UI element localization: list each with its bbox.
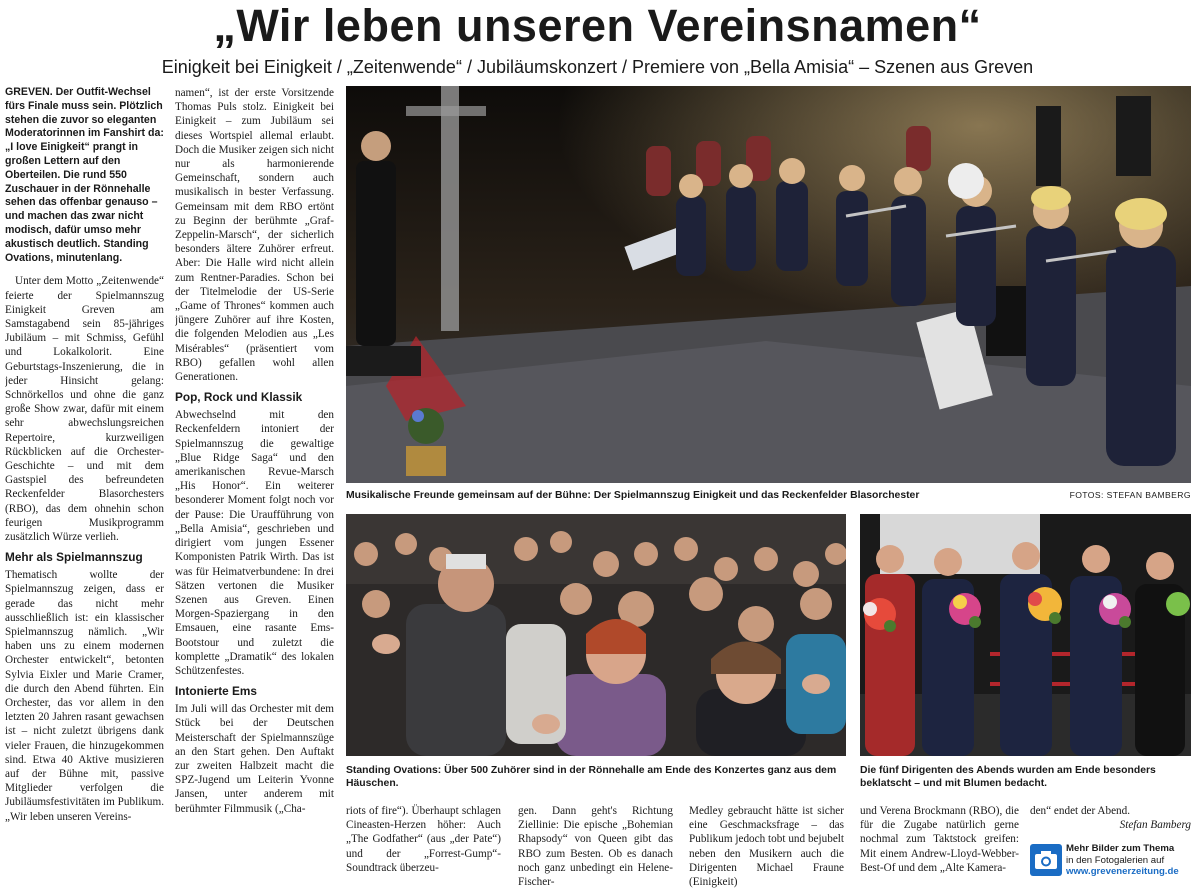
promo-title: Mehr Bilder zum Thema	[1066, 843, 1175, 854]
body-paragraph: gen. Dann geht's Richtung Ziellinie: Die epische „Bohemian Rhapsody“ von Queen gibt das RBO zum Besten. Ob es danach noch ganz unbedingt ein Helene-Fischer-	[518, 805, 673, 888]
column-2	[175, 86, 334, 886]
author-signature: Stefan Bamberg	[1119, 819, 1191, 832]
column-4	[518, 804, 673, 888]
body-paragraph: Medley gebraucht hätte ist sicher eine Geschmacksfrage – das Publikum jedoch tobt und bejubelt neben den Musikern auch die Dirigenten Michael Fraune (Einigkeit)	[689, 805, 844, 888]
column-3	[346, 804, 501, 888]
section-subtitle: Pop, Rock und Klassik	[175, 390, 303, 405]
orchestra-stage-image	[346, 86, 1191, 483]
subheadline: Einigkeit bei Einigkeit / „Zeitenwende“ / Jubiläumskonzert / Premiere von „Bella Amisia“ – Szenen aus Greven	[161, 57, 1034, 77]
lead-paragraph: GREVEN. Der Outfit-Wechsel fürs Finale muss sein. Plötzlich stehen die zuvor so eleganten Moderatorinnen im Fanshirt da: „I love Einigkeit“ prangt in großen Lettern auf den Oberteilen. Die rund 550 Zuschauer in der Rönnehalle sehen das offenbar genauso – und machen das zwar nicht modisch, dafür umso mehr akustisch deutlich. Standing Ovations, minutenlang.	[5, 86, 164, 264]
section-subtitle: Intonierte Ems	[175, 684, 257, 699]
conductors-photo	[860, 514, 1191, 756]
camera-icon	[1030, 844, 1062, 876]
audience-photo-caption: Standing Ovations: Über 500 Zuhörer sind in der Rönnehalle am Ende des Konzertes ganz aus dem Häuschen.	[346, 765, 837, 789]
main-photo-orchestra	[346, 86, 1191, 483]
body-paragraph: Abwechselnd mit den Reckenfeldern intoniert der Spielmannszug die gewaltige „Blue Ridge Saga“ und den amerikanischen Revue-Marsch „His Honor“. Ein weiterer besonderer Moment folgt noch vor der Pause: Die Uraufführung von „Bella Amisia“, geschrieben und dirigiert vom jungen Essener Komponisten Patrik Wirth. Das ist was für Heimatverbundene: In drei Sätzen vertonen die Musiker Szenen aus Greven. Einen Morgen-Spaziergang in den Emsauen, eine rasante Ems-Bootstour und zuletzt die komplette „Dramatik“ des lokalen Schützenfestes.	[175, 409, 334, 677]
audience-photo	[346, 514, 846, 756]
body-paragraph: und Verena Brockmann (RBO), die für die Zugabe natürlich gerne nochmal zum Taktstock greifen: Mit einem Andrew-Lloyd-Webber-Best-Of und dem „Alte Kamera-	[860, 805, 1019, 874]
more-photos-promo[interactable]	[1030, 842, 1191, 886]
body-paragraph: Unter dem Motto „Zeitenwende“ feierte der Spielmannszug Einigkeit Greven am Samstagabend sein 85-jähriges Jubiläum – mit Schmiss, Gefühl und Lokalkolorit. Eine Geburtstags-Inszenierung, die in jeder Hinsicht gelang: Schnörkellos und ohne die ganz große Show zwar, dafür mit einem sehr abwechslungsreichen Repertoire, kurzweiligen Rückblicken auf die Orchester-Geschichte – und mit dem Gastspiel des befreundeten Reckenfelder Blasorchesters (RBO), das dem ohnehin schon feurigen Musikprogramm zusätzlich Würze verlieh.	[5, 275, 164, 544]
audience-image	[346, 514, 846, 756]
body-paragraph: namen“, ist der erste Vorsitzende Thomas Puls stolz. Einigkeit bei Einigkeit – zum Jubiläum sei dieses Wortspiel allemal erlaubt. Doch die Musiker zeigen sich nicht nur als harmonierende Gemeinschaft, sondern auch musikalisch in bester Verfassung. Gemeinsam mit dem RBO ertönt zu Beginn der berühmte „Graf-Zeppelin-Marsch“, der sicherlich besonders ältere Zuhörer erfreut. Aber: Die Halle wird nicht allein zum Rentner-Paradies. Schon bei der Titelmelodie der US-Serie „Game of Thrones“ kommen auch jüngere Zuhörer auf ihre Kosten, die folgenden Melodien aus „Les Misérables“ (präsentiert vom RBO) gefallen wohl allen Generationen.	[175, 87, 334, 384]
promo-subtitle: in den Fotogalerien auf	[1066, 854, 1165, 866]
conductors-photo-caption: Die fünf Dirigenten des Abends wurden am Ende besonders beklatscht – und mit Blumen bedacht.	[860, 765, 1156, 789]
body-paragraph: den“ endet der Abend.	[1030, 805, 1131, 817]
conductors-image	[860, 514, 1191, 756]
body-paragraph: Thematisch wollte der Spielmannszug zeigen, dass er gerade das nicht mehr ausschließlich ist: ein klassischer Spielmannszug nämlich. „Wir haben uns zu einem modernen Orchester entwickelt“, betonten Sylvia Eixler und Marie Cramer, die durch den Abend führten. Ein Orchester, das vor allem in den letzten 20 Jahren rasant gewachsen ist – nicht zuletzt übrigens dank vieler Frauen, die hinzugekommen sind. Etwa 40 Aktive musizieren auf der Bühne mit, passive Mitglieder verfolgen die Jubiläumsfestivitäten im Publikum. „Wir leben unseren Vereins-	[5, 569, 164, 823]
body-paragraph: Im Juli will das Orchester mit dem Stück bei der Deutschen Meisterschaft der Spielmannszüge an den Start gehen. Den Auftakt zur zweiten Halbzeit macht die SPZ-Jugend um Leiterin Yvonne Jansen, unter anderem mit berühmter Filmmusik („Cha-	[175, 703, 334, 815]
column-6	[860, 804, 1019, 888]
section-subtitle: Mehr als Spielmannszug	[5, 550, 143, 565]
photo-credit: FOTOS: STEFAN BAMBERG	[1069, 490, 1191, 500]
main-photo-caption: Musikalische Freunde gemeinsam auf der Bühne: Der Spielmannszug Einigkeit und das Reckenfelder Blasorchester	[346, 490, 920, 501]
promo-link[interactable]: www.grevenerzeitung.de	[1066, 866, 1179, 877]
column-1	[5, 86, 164, 886]
headline: „Wir leben unseren Vereinsnamen“	[213, 0, 982, 51]
column-5	[689, 804, 844, 888]
column-7	[1030, 804, 1191, 838]
body-paragraph: riots of fire“). Überhaupt schlagen Cineasten-Herzen höher: Auch „The Godfather“ (aus „der Pate“) und der „Forrest-Gump“-Soundtrack überzeu-	[346, 805, 501, 874]
